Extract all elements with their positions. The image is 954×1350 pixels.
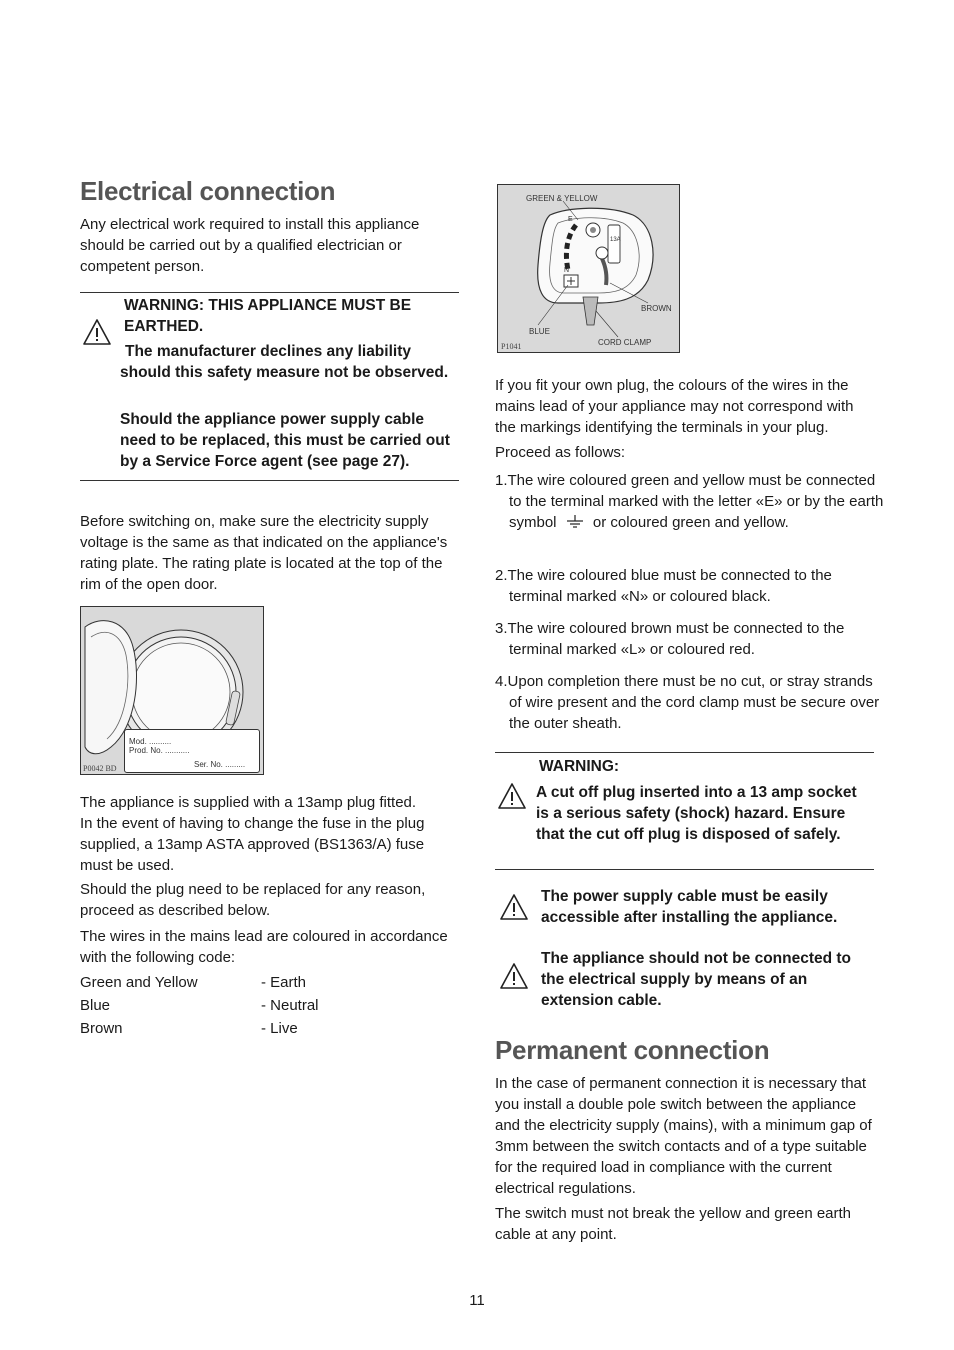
step-1: 1.The wire coloured green and yellow must be connected to the terminal marked with the letter «E» or by the earth symbol or coloured green and yellow.: [495, 472, 884, 531]
label-fuse: 13A: [610, 237, 621, 243]
divider: [80, 292, 459, 293]
intro-text: Any electrical work required to install this appliance should be carried out by a qualified electrician or competent person.: [80, 216, 420, 275]
step-4: 4.Upon completion there must be no cut, or stray strands of wire present and the cord clamp must be secure over the outer sheath.: [495, 673, 880, 732]
note-no-extension: The appliance should not be connected to the electrical supply by means of an extension cable.: [541, 950, 852, 1009]
rating-plate-figure: [80, 606, 264, 775]
divider: [80, 480, 459, 481]
plug-replace-text: Should the plug need to be replaced for any reason, proceed as described below.: [80, 881, 426, 919]
note-cable-accessible: The power supply cable must be easily accessible after installing the appliance.: [541, 888, 838, 926]
divider: [495, 752, 874, 753]
label-n-terminal: N: [564, 267, 570, 274]
label-cord-clamp: CORD CLAMP: [598, 338, 652, 347]
step-3: 3.The wire coloured brown must be connected to the terminal marked «L» or coloured red.: [495, 620, 845, 658]
plug-illustration: [498, 185, 679, 352]
warning2-heading: WARNING:: [539, 758, 620, 775]
warning2-text: A cut off plug inserted into a 13 amp socket is a serious safety (shock) hazard. Ensure that the cut off plug is disposed of safely.: [536, 784, 857, 843]
warning-triangle-icon: [82, 318, 112, 346]
divider: [495, 869, 874, 870]
switch-text: The switch must not break the yellow and green earth cable at any point.: [495, 1205, 852, 1243]
color-code-row: Green and Yellow - Earth: [80, 974, 307, 991]
permanent-text: In the case of permanent connection it is necessary that you install a double pole switch between the appliance and the electricity supply (mains), with a minimum gap of 3mm between the switch contacts and of a type suitable for the required load in compliance with the current electrical regulations.: [495, 1075, 872, 1197]
label-e-terminal: E: [568, 216, 573, 223]
label-green-yellow: GREEN & YELLOW: [526, 194, 598, 203]
warning-triangle-icon: [499, 962, 529, 990]
step-2: 2.The wire coloured blue must be connected to the terminal marked «N» or coloured black.: [495, 567, 832, 605]
color-code-table: [80, 971, 319, 1040]
plate-prod-label: Prod. No. ...........: [129, 746, 190, 755]
figure-code: P0042 BD: [83, 764, 117, 773]
color-code-row: Brown - Live: [80, 1020, 298, 1037]
warning-liability-text: The manufacturer declines any liability should this safety measure not be observed.: [120, 343, 449, 381]
label-blue: BLUE: [529, 327, 550, 336]
label-brown: BROWN: [641, 304, 672, 313]
warning-triangle-icon: [497, 782, 527, 810]
plug-wiring-figure: [497, 184, 680, 353]
figure-code: P1041: [501, 342, 522, 351]
proceed-text: Proceed as follows:: [495, 444, 626, 461]
plate-mod-label: Mod. ..........: [129, 737, 172, 746]
wire-code-intro: The wires in the mains lead are coloured in accordance with the following code:: [80, 928, 448, 966]
plate-ser-label: Ser. No. .........: [194, 760, 246, 769]
warning-cable-replace-text: Should the appliance power supply cable need to be replaced, this must be carried out by a Service Force agent (see page 27).: [120, 411, 450, 470]
own-plug-text: If you fit your own plug, the colours of the wires in the mains lead of your appliance may not correspond with the markings identifying the terminals in your plug.: [495, 377, 854, 436]
section-title-permanent: Permanent connection: [495, 1035, 770, 1065]
section-title-electrical: Electrical connection: [80, 176, 336, 206]
fuse-text: In the event of having to change the fuse in the plug supplied, a 13amp ASTA approved (BS1363/A) fuse must be used.: [80, 815, 425, 874]
warning-triangle-icon: [499, 893, 529, 921]
color-code-row: Blue - Neutral: [80, 997, 319, 1014]
earth-symbol-icon: [565, 515, 585, 529]
page-number: 11: [469, 1292, 485, 1309]
plug-supplied-text: The appliance is supplied with a 13amp plug fitted.: [80, 794, 417, 811]
rating-plate: [124, 729, 260, 773]
voltage-text: Before switching on, make sure the electricity supply voltage is the same as that indicated on the appliance's rating plate. The rating plate is located at the top of the rim of the open door.: [80, 513, 448, 593]
warning-earthed-heading: WARNING: THIS APPLIANCE MUST BE EARTHED.: [124, 297, 412, 335]
